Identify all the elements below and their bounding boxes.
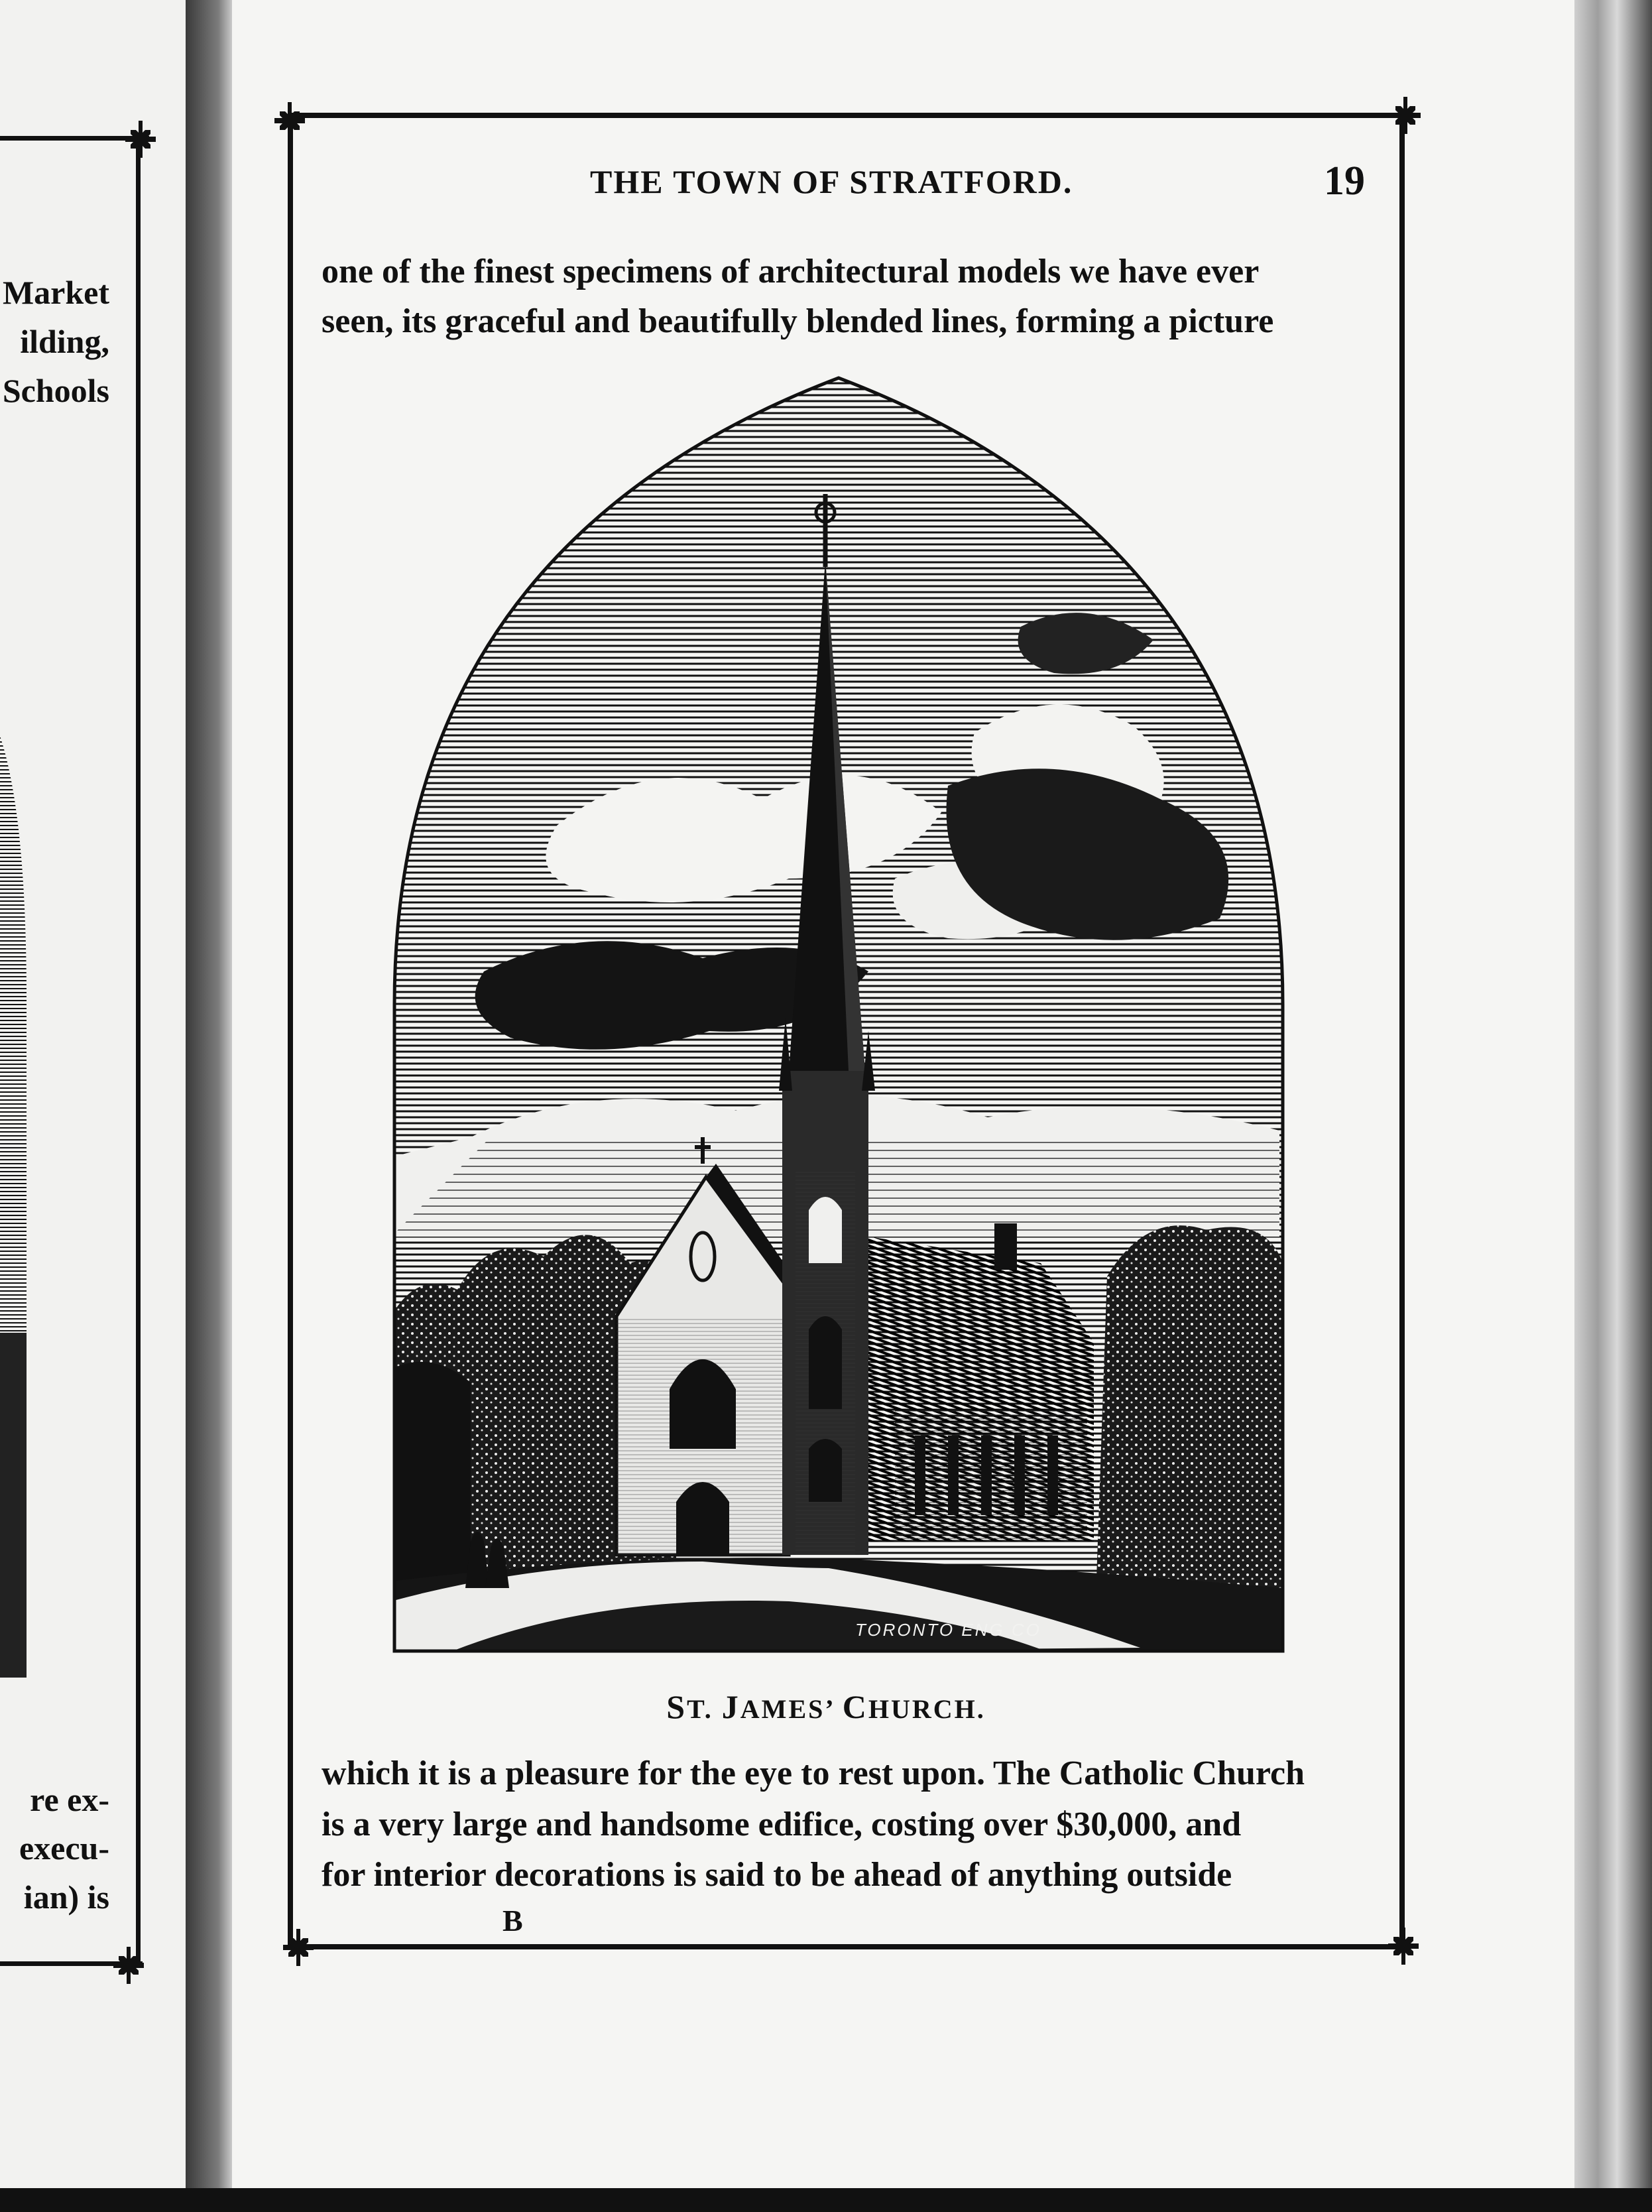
caption-part: AMES’ [740, 1694, 834, 1724]
book-gutter [186, 0, 232, 2212]
left-page-text-line: re ex- [30, 1781, 109, 1818]
page-edges [1574, 0, 1652, 2212]
engraver-credit: TORONTO ENG CO [855, 1620, 1041, 1640]
left-page-text-line: ian) is [23, 1878, 109, 1916]
scan-bottom-border [0, 2188, 1652, 2212]
frame-top-right-cross-icon [1384, 94, 1427, 137]
caption-letter: J [721, 1688, 740, 1725]
left-page-text-line: ilding, [20, 323, 109, 360]
illustration-caption [0, 1688, 1652, 1726]
left-page-engraving-fragment [0, 736, 28, 1678]
printer-signature-mark: B [502, 1904, 523, 1937]
frame-right-rule [1399, 113, 1405, 1949]
body-text-line: is a very large and handsome edifice, costing over $30,000, and [322, 1806, 1242, 1843]
left-page-bottom-cross-icon [107, 1944, 150, 1987]
frame-bottom-right-cross-icon [1382, 1925, 1425, 1967]
frame-left-rule [288, 113, 293, 1949]
frame-bottom-rule [288, 1944, 1402, 1949]
caption-letter: C [842, 1688, 868, 1725]
body-text-line: which it is a pleasure for the eye to rest upon. The Catholic Church [322, 1754, 1305, 1792]
left-page-text-line: Market [2, 274, 109, 311]
page-number: 19 [1324, 158, 1365, 204]
body-text-line: for interior decorations is said to be ahead of anything outside [322, 1856, 1232, 1894]
left-page-text-line: Schools [2, 372, 109, 409]
church-engraving [391, 375, 1286, 1654]
frame-bottom-left-cross-icon [277, 1926, 320, 1969]
left-facing-page [0, 0, 186, 2188]
body-text-line: one of the finest specimens of architectural models we have ever [322, 253, 1260, 290]
caption-part: T. [687, 1694, 713, 1724]
left-page-text-line: execu- [19, 1829, 109, 1867]
caption-letter: S [666, 1688, 687, 1725]
frame-top-rule [288, 113, 1402, 118]
caption-part: HURCH. [868, 1694, 986, 1724]
body-text-line: seen, its graceful and beautifully blended lines, forming a picture [322, 302, 1274, 340]
left-page-top-cross-icon [119, 118, 162, 160]
frame-top-left-cross-icon [268, 99, 311, 142]
running-header-title: THE TOWN OF STRATFORD. [590, 163, 1073, 200]
